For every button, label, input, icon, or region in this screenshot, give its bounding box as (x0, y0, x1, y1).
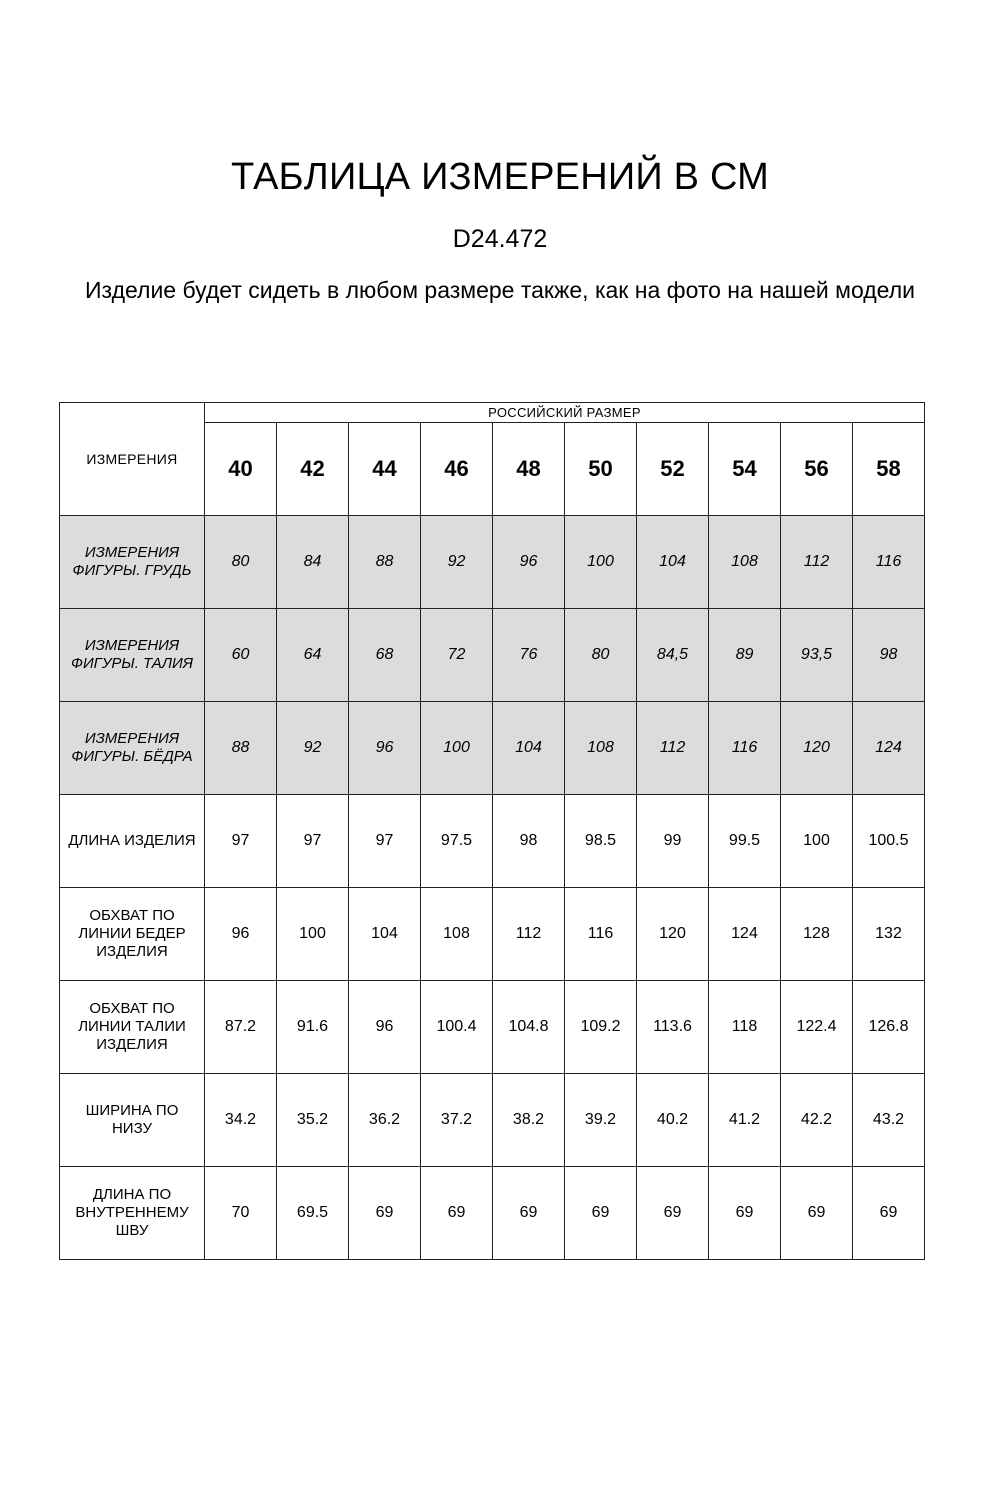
table-cell: 100.5 (853, 795, 925, 888)
table-cell: 69 (781, 1167, 853, 1260)
table-cell: 97 (349, 795, 421, 888)
row-label: ИЗМЕРЕНИЯ ФИГУРЫ. БЁДРА (60, 702, 205, 795)
table-cell: 124 (709, 888, 781, 981)
table-cell: 39.2 (565, 1074, 637, 1167)
table-cell: 69 (853, 1167, 925, 1260)
table-cell: 80 (565, 609, 637, 702)
table-cell: 113.6 (637, 981, 709, 1074)
row-label: ШИРИНА ПО НИЗУ (60, 1074, 205, 1167)
row-label: ОБХВАТ ПО ЛИНИИ ТАЛИИ ИЗДЕЛИЯ (60, 981, 205, 1074)
table-cell: 37.2 (421, 1074, 493, 1167)
table-cell: 88 (205, 702, 277, 795)
size-header-50: 50 (565, 423, 637, 516)
table-cell: 38.2 (493, 1074, 565, 1167)
table-cell: 97 (205, 795, 277, 888)
measurements-header: ИЗМЕРЕНИЯ (60, 403, 205, 516)
table-cell: 116 (565, 888, 637, 981)
table-cell: 96 (349, 981, 421, 1074)
table-cell: 80 (205, 516, 277, 609)
table-cell: 132 (853, 888, 925, 981)
table-cell: 116 (853, 516, 925, 609)
page-title: ТАБЛИЦА ИЗМЕРЕНИЙ В СМ (230, 156, 770, 198)
table-cell: 120 (637, 888, 709, 981)
table-cell: 69 (349, 1167, 421, 1260)
table-cell: 100 (421, 702, 493, 795)
table-cell: 89 (709, 609, 781, 702)
table-cell: 108 (565, 702, 637, 795)
size-header-54: 54 (709, 423, 781, 516)
size-header-46: 46 (421, 423, 493, 516)
table-cell: 122.4 (781, 981, 853, 1074)
table-cell: 97.5 (421, 795, 493, 888)
table-row (60, 981, 925, 1074)
fit-note: Изделие будет сидеть в любом размере также, как на фото на нашей модели (85, 277, 915, 303)
table-row (60, 1167, 925, 1260)
table-cell: 104 (349, 888, 421, 981)
table-cell: 84 (277, 516, 349, 609)
row-label: ОБХВАТ ПО ЛИНИИ БЕДЕР ИЗДЕЛИЯ (60, 888, 205, 981)
table-cell: 109.2 (565, 981, 637, 1074)
table-cell: 92 (277, 702, 349, 795)
size-header-48: 48 (493, 423, 565, 516)
table-cell: 35.2 (277, 1074, 349, 1167)
size-header-44: 44 (349, 423, 421, 516)
table-cell: 42.2 (781, 1074, 853, 1167)
table-cell: 69.5 (277, 1167, 349, 1260)
table-cell: 98.5 (565, 795, 637, 888)
table-cell: 96 (349, 702, 421, 795)
table-cell: 98 (853, 609, 925, 702)
table-row (60, 888, 925, 981)
table-cell: 104 (637, 516, 709, 609)
table-cell: 69 (637, 1167, 709, 1260)
size-header-56: 56 (781, 423, 853, 516)
size-header-52: 52 (637, 423, 709, 516)
size-table-group-row (60, 403, 925, 423)
table-cell: 92 (421, 516, 493, 609)
table-cell: 112 (493, 888, 565, 981)
table-cell: 72 (421, 609, 493, 702)
table-cell: 112 (781, 516, 853, 609)
table-cell: 99.5 (709, 795, 781, 888)
table-cell: 69 (709, 1167, 781, 1260)
table-cell: 41.2 (709, 1074, 781, 1167)
table-cell: 91.6 (277, 981, 349, 1074)
table-cell: 128 (781, 888, 853, 981)
row-label: ИЗМЕРЕНИЯ ФИГУРЫ. ТАЛИЯ (60, 609, 205, 702)
table-cell: 36.2 (349, 1074, 421, 1167)
table-cell: 69 (493, 1167, 565, 1260)
size-table-body (60, 403, 925, 1260)
table-cell: 99 (637, 795, 709, 888)
table-cell: 68 (349, 609, 421, 702)
table-cell: 64 (277, 609, 349, 702)
table-cell: 100 (781, 795, 853, 888)
table-cell: 104 (493, 702, 565, 795)
table-cell: 118 (709, 981, 781, 1074)
table-cell: 96 (493, 516, 565, 609)
table-cell: 104.8 (493, 981, 565, 1074)
product-code: D24.472 (452, 225, 548, 253)
table-cell: 34.2 (205, 1074, 277, 1167)
table-cell: 108 (709, 516, 781, 609)
table-cell: 69 (421, 1167, 493, 1260)
size-table (59, 402, 925, 1260)
size-header-58: 58 (853, 423, 925, 516)
table-cell: 93,5 (781, 609, 853, 702)
table-row (60, 609, 925, 702)
table-row (60, 795, 925, 888)
table-cell: 97 (277, 795, 349, 888)
table-cell: 116 (709, 702, 781, 795)
row-label: ДЛИНА ПО ВНУТРЕННЕМУ ШВУ (60, 1167, 205, 1260)
russian-size-header: РОССИЙСКИЙ РАЗМЕР (205, 403, 925, 423)
table-cell: 126.8 (853, 981, 925, 1074)
table-cell: 100 (277, 888, 349, 981)
size-header-42: 42 (277, 423, 349, 516)
table-cell: 69 (565, 1167, 637, 1260)
table-cell: 43.2 (853, 1074, 925, 1167)
table-cell: 60 (205, 609, 277, 702)
table-cell: 108 (421, 888, 493, 981)
table-cell: 98 (493, 795, 565, 888)
table-cell: 76 (493, 609, 565, 702)
table-cell: 40.2 (637, 1074, 709, 1167)
table-row (60, 702, 925, 795)
row-label: ДЛИНА ИЗДЕЛИЯ (60, 795, 205, 888)
table-cell: 70 (205, 1167, 277, 1260)
table-cell: 100.4 (421, 981, 493, 1074)
table-row (60, 516, 925, 609)
row-label: ИЗМЕРЕНИЯ ФИГУРЫ. ГРУДЬ (60, 516, 205, 609)
table-cell: 124 (853, 702, 925, 795)
size-header-40: 40 (205, 423, 277, 516)
table-cell: 84,5 (637, 609, 709, 702)
table-cell: 120 (781, 702, 853, 795)
table-cell: 88 (349, 516, 421, 609)
table-row (60, 1074, 925, 1167)
table-cell: 100 (565, 516, 637, 609)
table-cell: 112 (637, 702, 709, 795)
table-cell: 87.2 (205, 981, 277, 1074)
table-cell: 96 (205, 888, 277, 981)
